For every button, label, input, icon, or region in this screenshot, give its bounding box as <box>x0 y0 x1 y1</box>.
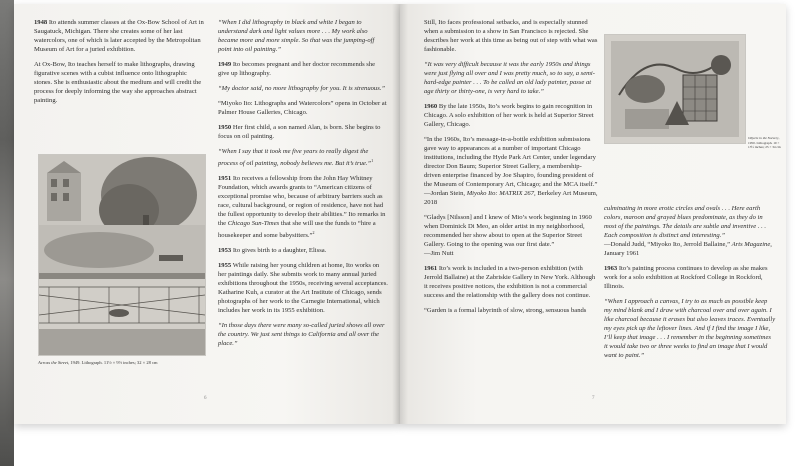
lithograph-abstract-objects <box>605 35 745 143</box>
entry-1949: 1949 Ito becomes pregnant and her doctor recommends she give up lithography. <box>218 61 376 77</box>
quote-five-years: “When I say that it took me five years to really digest the process of oil painting, nobody believes me. But it’s true.”$^1$ <box>218 148 374 168</box>
quote-juried-shows: “In those days there were many so-called juried shows all over the country. We just sent things to California and all over the place.” <box>218 322 385 348</box>
artwork-across-the-street <box>38 154 206 356</box>
setbacks-paragraph: Still, Ito faces professional setbacks, and is especially stunned when a submission to a show in San Francisco is rejected. She describes her work at this time as being out of step with what was fashionable. <box>424 19 598 53</box>
entry-1963: 1963 Ito’s painting process continues to develop as she makes work for a solo exhibition at Rockford College in Rockford, Illinois. <box>604 265 768 290</box>
entry-1960: 1960 By the late 1950s, Ito’s work begins to gain recognition in Chicago. A solo exhibition of her work is held at Superior Street Gallery, Chicago. <box>424 103 594 128</box>
background-photo-edge <box>0 0 14 466</box>
page-number-left: 6 <box>204 396 207 401</box>
quote-judd: culminating in more erotic circles and ovals . . . Here earth colors, maroon and grayed blues predominate, as they do in most of the paintings. The details are subtle and inventive . . . Each composition is distinct and interesting.” —Donald Judd, “Miyoko Ito, Jerrold Ballaine,” Arts Magazine, January 1961 <box>604 205 772 257</box>
entry-1961: 1961 Ito’s work is included in a two-person exhibition (with Jerrold Ballaine) at the Zabriskie Gallery in New York. Although it receives positive notices, the exhibition is not a commercial success and the relationship with the gallery does not continue. <box>424 265 596 299</box>
entry-1951: 1951 Ito receives a fellowship from the John Hay Whitney Foundation, which awards grants to “American citizens of exceptional promise who, because of arbitrary barriers such as race, cultural background, or region of residence, have not had the fullest opportunity to develop their abilities.” Ito remarks in the Chicago Sun-Times that she will use the funds to “hire a housekeeper and some babysitters.”$^2$ <box>218 175 386 240</box>
quote-stein: “In the 1960s, Ito’s message-in-a-bottle exhibition submissions gave way to appearances at a number of important Chicago institutions, including the Hyde Park Art Center, under legendary director Don Baum; Superior Street Gallery, a membership-driven enterprise financed by Joe Shapiro, founding president of the Museum of Contemporary Art, Chicago; and the MCA itself.” —Jordan Stein, Miyoko Ito: MATRIX 267, Berkeley Art Museum, 2018 <box>424 136 598 206</box>
left-page <box>14 4 400 424</box>
artwork-caption-right: Objects in the Nursery, 1950. Lithograph. 10 × 13½ inches; 25 × 34 cm <box>748 136 781 150</box>
oxbow-paragraph: At Ox-Bow, Ito teaches herself to make lithographs, drawing figurative scenes with a cubist influence onto lithographic stones. She is enthusiastic about the medium and will credit the process for deeply informing the way she approaches abstract painting. <box>34 61 202 104</box>
right-column-2 <box>604 204 776 366</box>
quote-charcoal: “When I approach a canvas, I try to as much as possible keep my mind blank and I draw with charcoal over and over again. I like charcoal because it erases but also leaves traces. Eventually my eyes pick up the leftover lines. And if I find the image I like, I’ll keep that image . . . I remember in the beginning sometimes it would take two or three weeks to find an image that I would want to paint.” <box>604 298 776 359</box>
quote-doctor: “My doctor said, no more lithography for you. It is strenuous.” <box>218 85 386 92</box>
exhibition-palmer-house: “Miyoko Ito: Lithographs and Watercolors” opens in October at Palmer House Galleries, Chicago. <box>218 100 387 116</box>
lithograph-street-scene <box>39 155 205 355</box>
quote-lithography: “When I did lithography in black and white I began to understand dark and light values more . . . My work also became more and more simple. So that was the jumping-off point into oil painting.” <box>218 19 375 53</box>
entry-1950: 1950 Her first child, a son named Alan, is born. She begins to focus on oil painting. <box>218 124 381 140</box>
left-column-2 <box>218 18 388 354</box>
page-number-right: 7 <box>592 396 595 401</box>
quote-garden-start: “Garden is a formal labyrinth of slow, strong, sensuous bands <box>424 307 587 314</box>
entry-1953: 1953 Ito gives birth to a daughter, Elissa. <box>218 247 327 255</box>
artwork-caption-left: Across the Street, 1949. Lithograph. 11½ × 9½ inches; 32 × 28 cm <box>38 360 158 365</box>
entry-1955: 1955 While raising her young children at home, Ito works on her paintings daily. She submits work to many annual juried exhibitions throughout the 1950s, receiving several acceptances. Katharine Kuh, a curator at the Art Institute of Chicago, sends photographs of her work to the Carnegie International, which includes her work in its 1955 exhibition. <box>218 262 388 315</box>
quote-nutt: “Gladys [Nilsson] and I knew of Mio’s work beginning in 1960 when Dominick Di Meo, an older artist in my neighborhood, recommended her show about to open at the Superior Street Gallery. Going to the opening was our first date.” —Jim Nutt <box>424 214 592 257</box>
quote-old-lady-painter: “It was very difficult because it was the early 1950s and things were just flying all over and I was pretty much, so to say, a semi-hard-edge painter . . . To be called an old lady painter, passe at age thirty or thirty-one, is very hard to take.” <box>424 61 595 95</box>
left-column-1 <box>34 18 206 111</box>
artwork-objects-in-nursery <box>604 34 746 144</box>
right-page <box>400 4 786 424</box>
right-column-1 <box>424 18 598 321</box>
entry-1948: 1948 Ito attends summer classes at the Ox-Bow School of Art in Saugatuck, Michigan. There she creates some of her last watercolors, one of which is later accepted by the Metropolitan Museum of Art for a juried exhibition. <box>34 19 204 53</box>
